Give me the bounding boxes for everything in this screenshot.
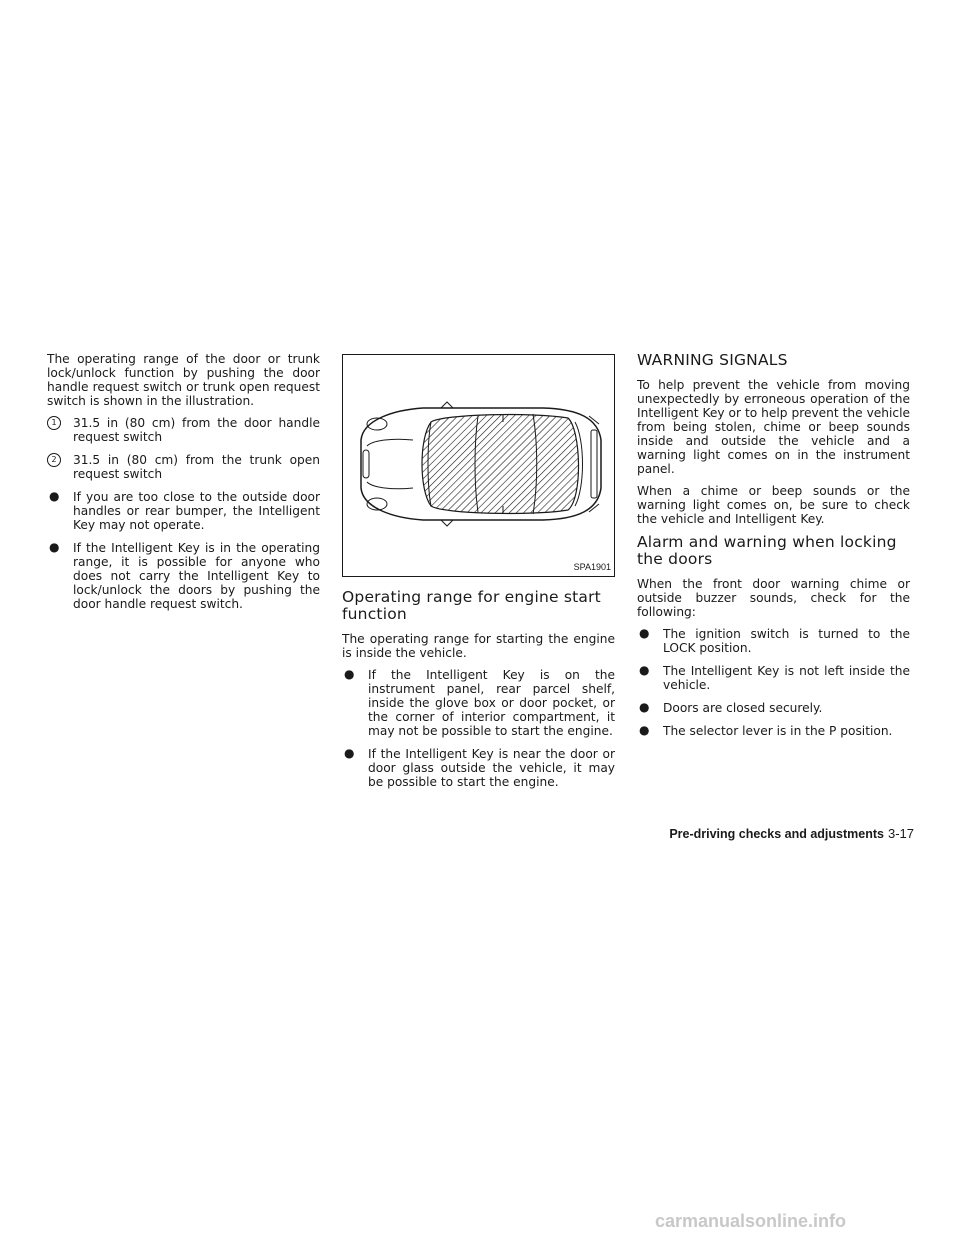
engine-start-intro: The operating range for starting the engine is inside the vehicle.: [342, 632, 615, 660]
bullet-text: If the Intelligent Key is on the instrument panel, rear parcel shelf, inside the glove box or door pocket, or the corner of interior compartment, it may not be possible to start the engine.: [368, 668, 615, 738]
bullet-item: [47, 490, 320, 532]
bullet-icon: ●: [639, 626, 650, 640]
bullet-item: [342, 747, 615, 789]
page-footer: [669, 826, 914, 841]
alarm-intro: When the front door warning chime or outside buzzer sounds, check for the following:: [637, 577, 910, 619]
bullet-item: [637, 664, 910, 692]
range-item-door-handle: [47, 416, 320, 444]
bullet-icon: ●: [344, 746, 355, 760]
number-1-icon: 1: [47, 416, 61, 430]
warning-paragraph-2: When a chime or beep sounds or the warning light comes on, be sure to check the vehicle and Intelligent Key.: [637, 484, 910, 526]
range-item-text: 31.5 in (80 cm) from the trunk open request switch: [73, 453, 320, 481]
bullet-text: The Intelligent Key is not left inside the vehicle.: [663, 664, 910, 692]
bullet-text: The selector lever is in the P position.: [663, 724, 893, 738]
intro-paragraph: The operating range of the door or trunk lock/unlock function by pushing the door handle request switch or trunk open request switch is shown in the illustration.: [47, 352, 320, 408]
bullet-icon: ●: [639, 723, 650, 737]
bullet-item: [47, 541, 320, 611]
bullet-text: If the Intelligent Key is near the door or door glass outside the vehicle, it may be possible to start the engine.: [368, 747, 615, 789]
bullet-icon: ●: [49, 540, 60, 554]
section-heading-warning-signals: WARNING SIGNALS: [637, 351, 788, 369]
bullet-item: [637, 724, 910, 738]
bullet-icon: ●: [639, 663, 650, 677]
bullet-text: Doors are closed securely.: [663, 701, 823, 715]
bullet-item: [342, 668, 615, 738]
bullet-icon: ●: [639, 700, 650, 714]
range-item-text: 31.5 in (80 cm) from the door handle request switch: [73, 416, 320, 444]
bullet-icon: ●: [49, 489, 60, 503]
bullet-text: The ignition switch is turned to the LOCK position.: [663, 627, 910, 655]
footer-section-title: Pre-driving checks and adjustments: [669, 827, 884, 841]
column-1: [47, 352, 320, 620]
range-item-trunk: [47, 453, 320, 481]
warning-paragraph-1: To help prevent the vehicle from moving unexpectedly by erroneous operation of the Intelligent Key or to help prevent the vehicle from being stolen, chime or beep sounds inside and outside the vehicle and a warning light comes on in the instrument panel.: [637, 378, 910, 476]
bullet-item: [637, 627, 910, 655]
bullet-item: [637, 701, 910, 715]
bullet-text: If you are too close to the outside door handles or rear bumper, the Intelligent Key may not operate.: [73, 490, 320, 532]
column-2: [342, 352, 615, 798]
watermark[interactable]: carmanualsonline.info: [655, 1211, 847, 1231]
car-top-view-icon: [353, 400, 605, 528]
number-2-icon: 2: [47, 453, 61, 467]
page-number: 3-17: [887, 826, 914, 841]
subsection-heading-alarm: Alarm and warning when locking the doors: [637, 533, 897, 568]
car-illustration: [342, 354, 615, 577]
bullet-icon: ●: [344, 667, 355, 681]
section-heading-engine-start: Operating range for engine start function: [342, 588, 601, 623]
figure-code: SPA1901: [573, 562, 611, 572]
bullet-text: If the Intelligent Key is in the operating range, it is possible for anyone who does not carry the Intelligent Key to lock/unlock the doors by pushing the door handle request switch.: [73, 541, 320, 611]
column-3: [637, 352, 910, 747]
